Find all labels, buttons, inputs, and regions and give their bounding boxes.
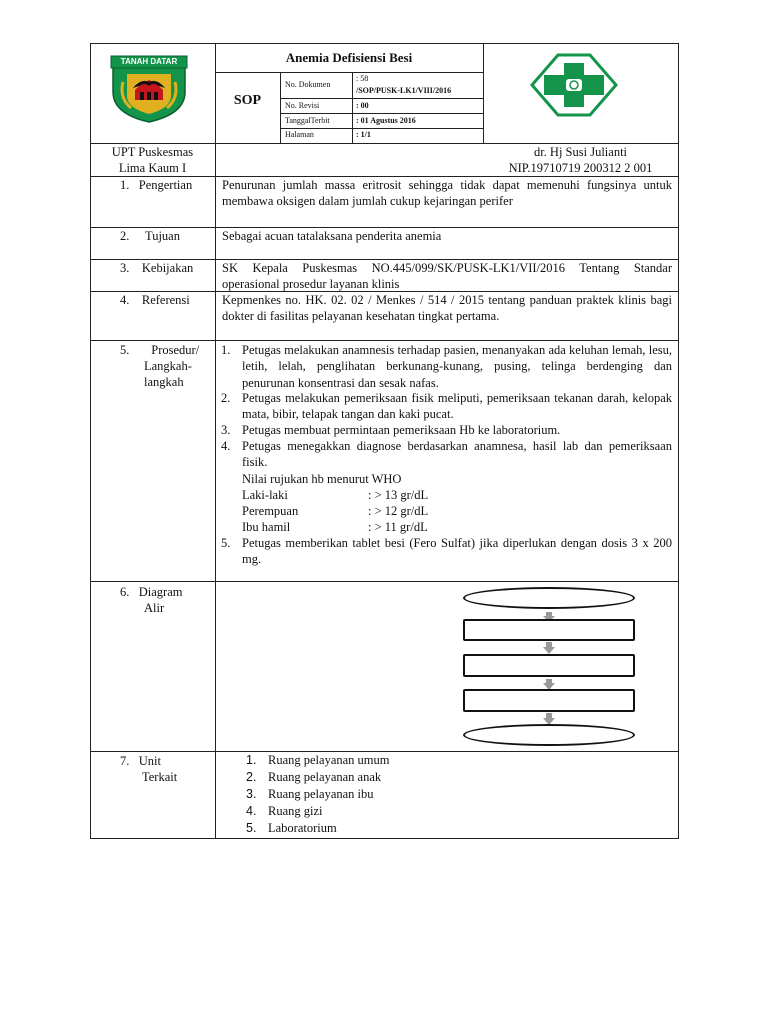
step-number: 4. bbox=[221, 439, 231, 453]
who-group: Laki-laki bbox=[242, 488, 288, 502]
flow-start-terminal bbox=[463, 587, 635, 609]
list-item-number: 3. bbox=[246, 787, 257, 801]
puskesmas-logo bbox=[528, 51, 620, 119]
meta-value-tanggal-terbit: : 01 Agustus 2016 bbox=[356, 116, 416, 125]
step-number: 1. bbox=[221, 343, 231, 357]
section-label-prosedur-1: 5. Prosedur/ bbox=[120, 343, 200, 357]
meta-value-no-dokumen-1: : 58 bbox=[356, 74, 369, 83]
flow-process-box bbox=[463, 654, 635, 677]
signer-name: dr. Hj Susi Julianti bbox=[533, 145, 628, 159]
list-item-text: Ruang pelayanan anak bbox=[268, 770, 382, 784]
org-name-line1: UPT Puskesmas bbox=[111, 145, 194, 159]
step-number: 5. bbox=[221, 536, 231, 550]
flow-end-terminal bbox=[463, 724, 635, 746]
step-text: Petugas melakukan anamnesis terhadap pasien, menanyakan ada keluhan lemah, lesu, letih, lelah, penglihatan berkunang-kunang, pusing, telinga berdenging dan penurunan konsentrasi dan sesak nafas. bbox=[242, 343, 672, 390]
meta-value-no-revisi: : 00 bbox=[356, 101, 369, 110]
section-label-diagram-1: 6. Diagram bbox=[120, 585, 183, 599]
who-heading: Nilai rujukan hb menurut WHO bbox=[242, 472, 402, 486]
who-value: : > 13 gr/dL bbox=[368, 488, 429, 502]
list-item-text: Ruang pelayanan ibu bbox=[268, 787, 374, 801]
section-text-tujuan: Sebagai acuan tatalaksana penderita anemia bbox=[222, 229, 442, 243]
flow-arrow bbox=[543, 641, 555, 653]
list-item-text: Laboratorium bbox=[268, 821, 337, 835]
meta-label-halaman: Halaman bbox=[285, 130, 314, 139]
logo-text: TANAH DATAR bbox=[120, 57, 178, 66]
step-number: 2. bbox=[221, 391, 231, 405]
step-text: Petugas membuat permintaan pemeriksaan Hb ke laboratorium. bbox=[242, 423, 561, 437]
who-group: Perempuan bbox=[242, 504, 299, 518]
flow-arrow bbox=[543, 609, 555, 619]
section-label-referensi: 4. Referensi bbox=[120, 293, 190, 307]
step-text: Petugas memberikan tablet besi (Fero Sulfat) jika diperlukan dengan dosis 3 x 200 mg. bbox=[242, 536, 672, 567]
meta-value-halaman: : 1/1 bbox=[356, 130, 371, 139]
list-item-number: 5. bbox=[246, 821, 257, 835]
section-label-pengertian: 1. Pengertian bbox=[120, 178, 193, 192]
document-title: Anemia Defisiensi Besi bbox=[285, 50, 413, 65]
list-item-text: Ruang gizi bbox=[268, 804, 323, 818]
org-name-line2: Lima Kaum I bbox=[118, 161, 187, 175]
section-label-unit-1: 7. Unit bbox=[120, 754, 161, 768]
section-label-prosedur-3: langkah bbox=[144, 375, 184, 389]
step-text: Petugas menegakkan diagnose berdasarkan anamnesa, hasil lab dan pemeriksaan fisik. bbox=[242, 439, 672, 470]
sop-label: SOP bbox=[233, 93, 262, 108]
section-label-unit-2: Terkait bbox=[142, 770, 178, 784]
meta-value-no-dokumen-2: /SOP/PUSK-LK1/VIII/2016 bbox=[356, 86, 452, 95]
list-item-number: 1. bbox=[246, 753, 257, 767]
who-value: : > 11 gr/dL bbox=[368, 520, 428, 534]
list-item-number: 4. bbox=[246, 804, 257, 818]
who-value: : > 12 gr/dL bbox=[368, 504, 429, 518]
section-label-kebijakan: 3. Kebijakan bbox=[120, 261, 194, 275]
signer-nip: NIP.19710719 200312 2 001 bbox=[508, 161, 653, 175]
flow-process-box bbox=[463, 619, 635, 641]
flow-arrow bbox=[543, 677, 555, 688]
list-item-text: Ruang pelayanan umum bbox=[268, 753, 390, 767]
list-item-number: 2. bbox=[246, 770, 257, 784]
section-label-diagram-2: Alir bbox=[144, 601, 165, 615]
section-label-tujuan: 2. Tujuan bbox=[120, 229, 180, 243]
who-group: Ibu hamil bbox=[242, 520, 291, 534]
flow-process-box bbox=[463, 689, 635, 712]
flow-arrow bbox=[543, 712, 555, 724]
step-text: Petugas melakukan pemeriksaan fisik meliputi, pemeriksaan tekanan darah, kelopak mata, bibir, telapak tangan dan kaki pucat. bbox=[242, 391, 672, 422]
section-label-prosedur-2: Langkah- bbox=[144, 359, 192, 373]
section-text-kebijakan: SK Kepala Puskesmas NO.445/099/SK/PUSK-LK1/VII/2016 Tentang Standar operasional prosedur layanan klinis bbox=[222, 261, 672, 292]
section-text-pengertian: Penurunan jumlah massa eritrosit sehingga tidak dapat memenuhi fungsinya untuk membawa oksigen dalam jumlah cukup kejaringan perifer bbox=[222, 178, 672, 209]
section-text-referensi: Kepmenkes no. HK. 02. 02 / Menkes / 514 / 2015 tentang panduan praktek klinis bagi dokter di fasilitas pelayanan kesehatan tingkat pertama. bbox=[222, 293, 672, 324]
meta-label-no-dokumen: No. Dokumen bbox=[285, 80, 331, 89]
meta-label-tanggal-terbit: TanggalTerbit bbox=[285, 116, 330, 125]
district-logo bbox=[107, 52, 191, 124]
meta-label-no-revisi: No. Revisi bbox=[285, 101, 320, 110]
step-number: 3. bbox=[221, 423, 231, 437]
